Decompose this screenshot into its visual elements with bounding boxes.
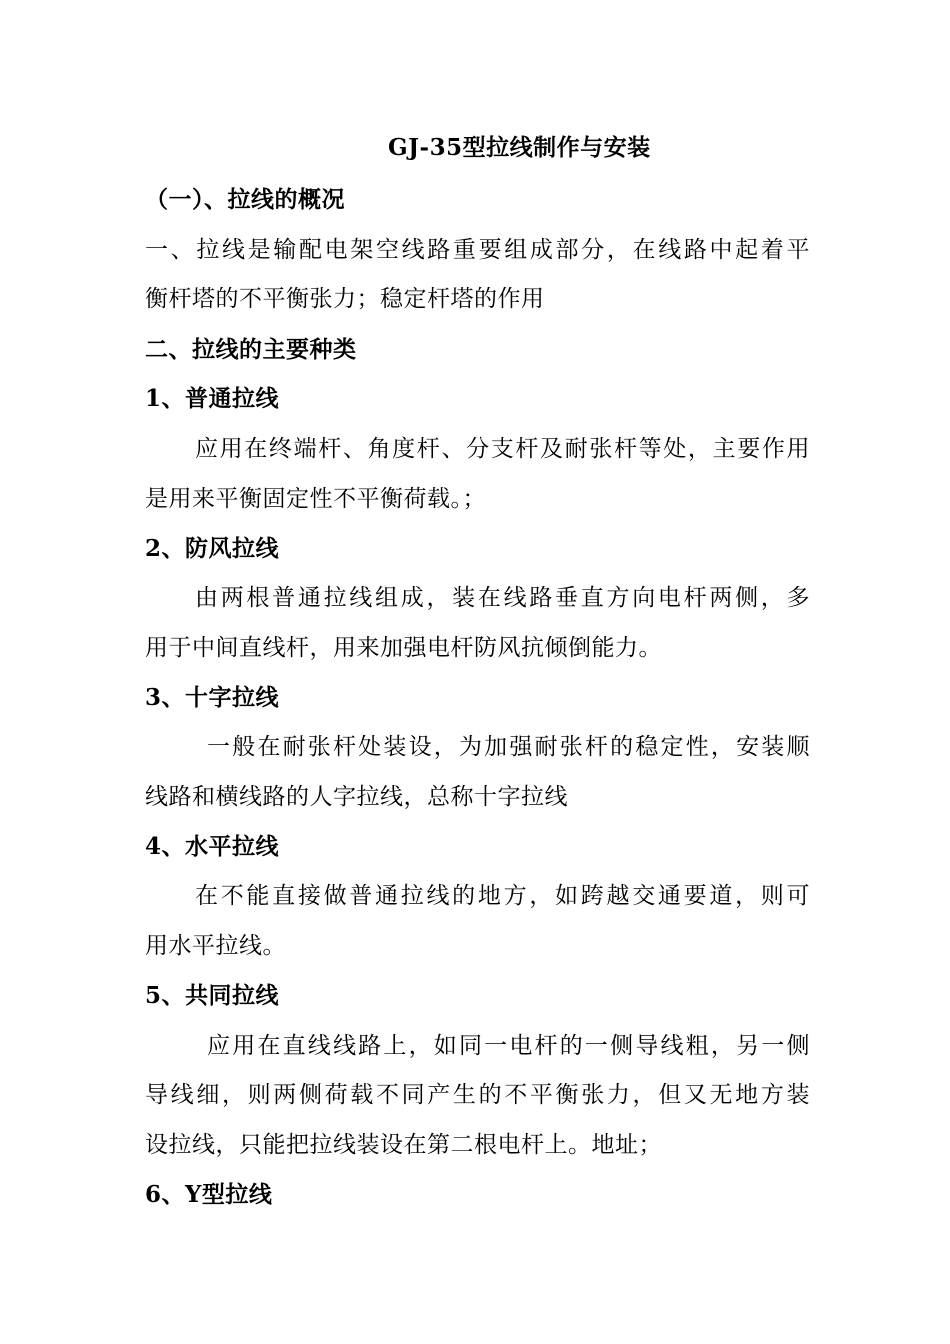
document-title: GJ-35型拉线制作与安装 bbox=[388, 134, 651, 161]
item-heading-cross: 3、十字拉线 bbox=[145, 684, 280, 711]
paragraph-line: 应用在直线线路上，如同一电杆的一侧导线粗，另一侧 bbox=[207, 1033, 810, 1059]
paragraph-line: 应用在终端杆、角度杆、分支杆及耐张杆等处，主要作用 bbox=[195, 436, 810, 462]
item-heading-windproof: 2、防风拉线 bbox=[145, 535, 280, 562]
paragraph-line: 用水平拉线。 bbox=[145, 933, 286, 959]
paragraph-line: 一般在耐张杆处装设，为加强耐张杆的稳定性，安装顺 bbox=[207, 734, 810, 760]
item-heading-ordinary: 1、普通拉线 bbox=[145, 385, 280, 412]
paragraph-line: 在不能直接做普通拉线的地方，如跨越交通要道，则可 bbox=[195, 883, 810, 909]
section-heading-overview: （一）、拉线的概况 bbox=[145, 186, 345, 213]
paragraph-line: 线路和横线路的人字拉线，总称十字拉线 bbox=[145, 784, 568, 810]
item-heading-common: 5、共同拉线 bbox=[145, 982, 280, 1009]
paragraph-line: 是用来平衡固定性不平衡荷载。； bbox=[145, 486, 486, 512]
paragraph-line: 导线细，则两侧荷载不同产生的不平衡张力，但又无地方装 bbox=[145, 1082, 810, 1108]
paragraph-line: 设拉线，只能把拉线装设在第二根电杆上。地址； bbox=[145, 1132, 662, 1158]
section-heading-types: 二、拉线的主要种类 bbox=[145, 336, 357, 363]
paragraph-line: 衡杆塔的不平衡张力；稳定杆塔的作用 bbox=[145, 286, 545, 312]
paragraph-line: 一、拉线是输配电架空线路重要组成部分，在线路中起着平 bbox=[145, 237, 810, 263]
item-heading-y-type: 6、Y型拉线 bbox=[145, 1181, 273, 1208]
item-heading-horizontal: 4、水平拉线 bbox=[145, 833, 280, 860]
paragraph-line: 由两根普通拉线组成，装在线路垂直方向电杆两侧，多 bbox=[195, 585, 810, 611]
paragraph-line: 用于中间直线杆，用来加强电杆防风抗倾倒能力。 bbox=[145, 635, 662, 661]
